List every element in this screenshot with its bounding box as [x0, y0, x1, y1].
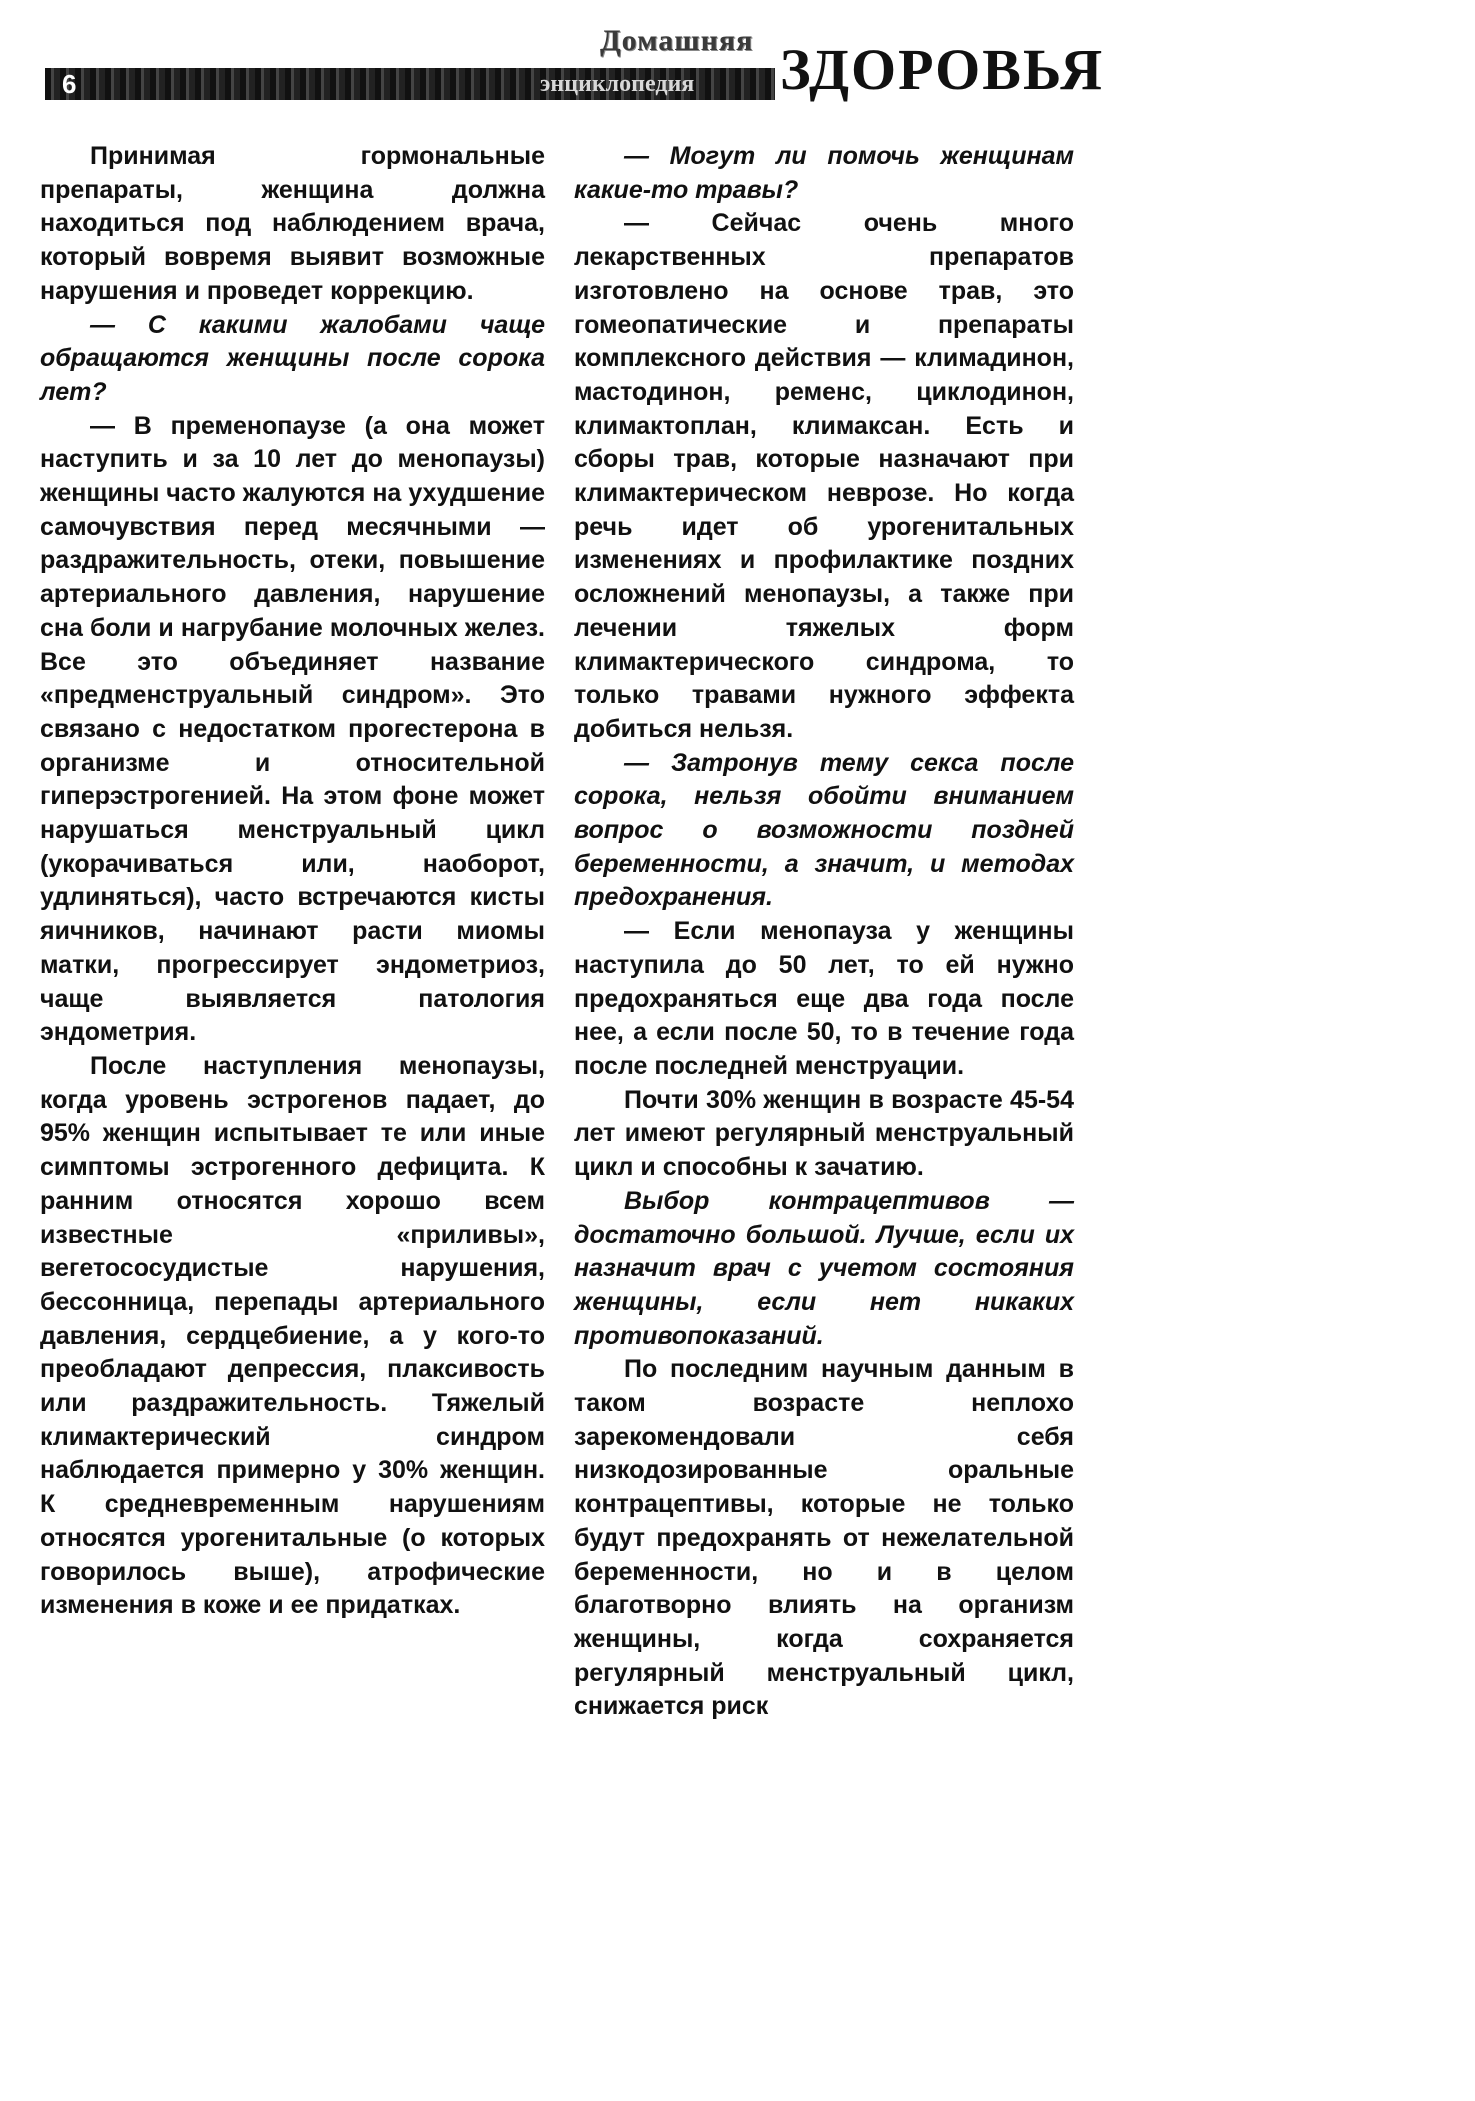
- kicker-bottom: энциклопедия: [540, 71, 695, 97]
- page-number: 6: [62, 69, 77, 99]
- interview-question: — С какими жалобами чаще обращаются женщины после сорока лет?: [40, 310, 545, 406]
- paragraph: По последним научным данным в таком возрасте неплохо зарекомендовали себя низкодозированные оральные контрацептивы, которые не только будут предохранять от нежелательной беременности, но и в целом благотворно влиять на организм женщины, когда сохраняется регулярный менструальный цикл, снижается риск: [574, 1355, 1074, 1721]
- paragraph: — Если менопауза у женщины наступила до 50 лет, то ей нужно предохраняться еще два года после нее, а если после 50, то в течение года после последней менструации.: [574, 917, 1074, 1080]
- paragraph: Выбор контрацептивов — достаточно большой. Лучше, если их назначит врач с учетом состояния женщины, если нет никаких противопоказаний.: [574, 1186, 1074, 1350]
- right-column: [574, 140, 1074, 1724]
- masthead-title: ЗДОРОВЬЯ: [780, 37, 1105, 102]
- paragraph: — В пременопаузе (а она может наступить и за 10 лет до менопаузы) женщины часто жалуются на ухудшение самочувствия перед месячными — раздражительность, отеки, повышение артериального давления, нарушение сна боли и нагрубание молочных желез. Все это объединяет название «предменструальный синдром». Это связано с недостатком прогестерона в организме и относительной гиперэстрогенией. На этом фоне может нарушаться менструальный цикл (укорачиваться или, наоборот, удлиняться), часто встречаются кисты яичников, начинают расти миомы матки, прогрессирует эндометриоз, чаще выявляется патология эндометрия.: [40, 411, 545, 1047]
- interview-question: — Затронув тему секса после сорока, нельзя обойти вниманием вопрос о возможности поздней беременности, а значит, и методах предохранения.: [574, 748, 1074, 912]
- paragraph: Почти 30% женщин в возрасте 45-54 лет имеют регулярный менструальный цикл и способны к зачатию.: [574, 1085, 1074, 1182]
- paragraph: — Сейчас очень много лекарственных препаратов изготовлено на основе трав, это гомеопатические и препараты комплексного действия — климадинон, мастодинон, ременс, циклодинон, климактоплан, климаксан. Есть и сборы трав, которые назначают при климактерическом неврозе. Но когда речь идет об урогенитальных изменениях и профилактике поздних осложнений менопаузы, а также при лечении тяжелых форм климактерического синдрома, то только травами нужного эффекта добиться нельзя.: [574, 209, 1074, 743]
- left-column: [40, 140, 545, 1623]
- paragraph: После наступления менопаузы, когда уровень эстрогенов падает, до 95% женщин испытывает те или иные симптомы эстрогенного дефицита. К ранним относятся хорошо всем известные «приливы», вегетососудистые нарушения, бессонница, перепады артериального давления, сердцебиение, а у кого-то преобладают депрессия, плаксивость или раздражительность. Тяжелый климактерический синдром наблюдается примерно у 30% женщин. К средневременным нарушениям относятся урогенитальные (о которых говорилось выше), атрофические изменения в коже и ее придатках.: [40, 1051, 545, 1620]
- page-header: [0, 0, 1105, 130]
- interview-question: — Могут ли помочь женщинам какие-то травы?: [574, 142, 1074, 204]
- kicker-top: Домашняя: [600, 24, 754, 57]
- paragraph: Принимая гормональные препараты, женщина должна находиться под наблюдением врача, который вовремя выявит возможные нарушения и проведет коррекцию.: [40, 142, 545, 305]
